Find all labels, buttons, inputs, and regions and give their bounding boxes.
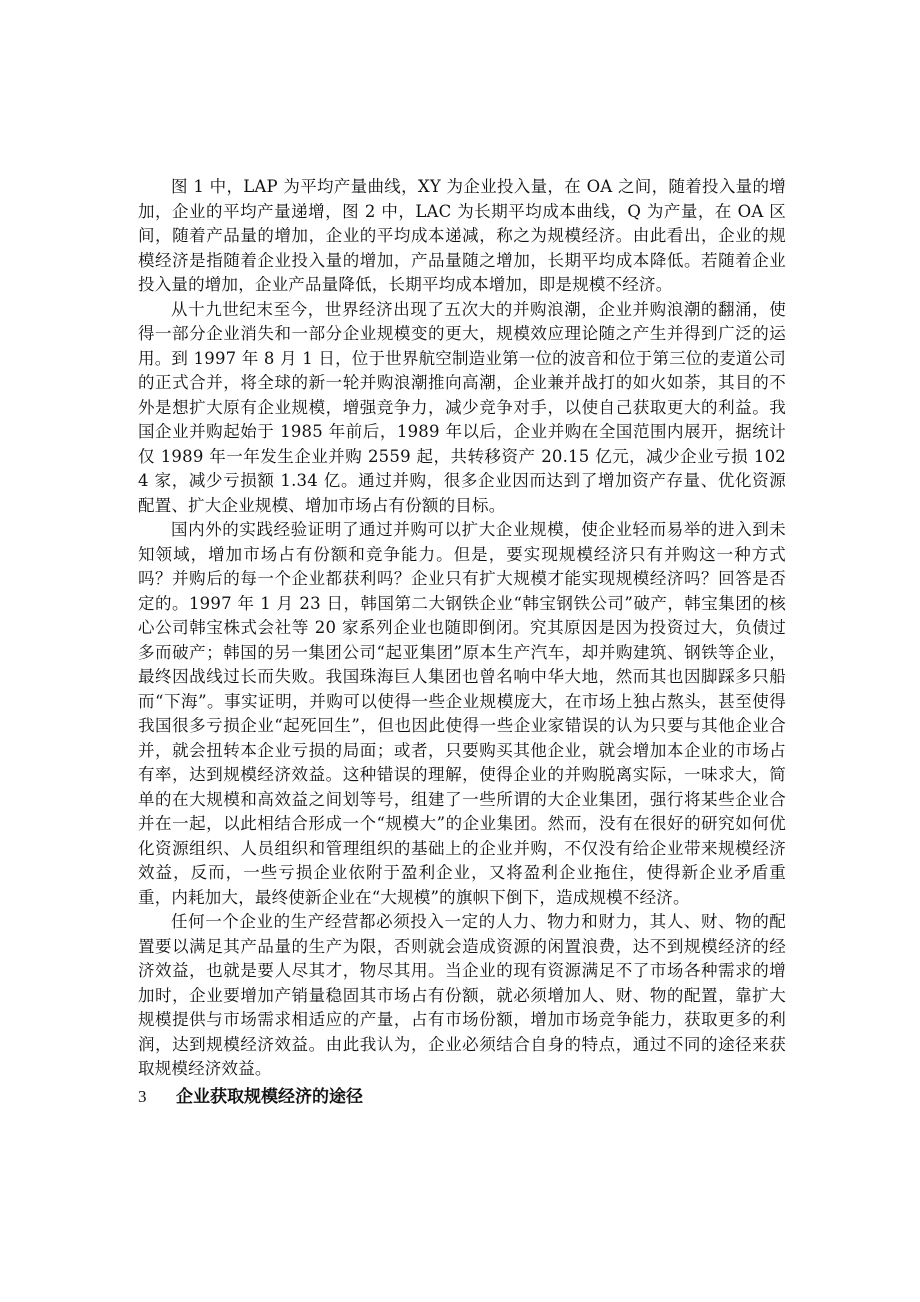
section-title: 企业获取规模经济的途径 — [176, 1086, 363, 1107]
paragraph-merger-waves: 从十九世纪末至今，世界经济出现了五次大的并购浪潮，企业并购浪潮的翻涌，使得一部分企业消失和一部分企业规模变的更大，规模效应理论随之产生并得到广泛的运用。到 1997 年 8 月 1 日，位于世界航空制造业第一位的波音和位于第三位的麦道公司的正式合并，将全球的新一轮并购浪潮推向高潮，企业兼并战打的如火如荼，其目的不外是想扩大原有企业规模，增强竞争力，减少竞争对手，以使自己获取更大的利益。我国企业并购起始于 1985 年前后，1989 年以后，企业并购在全国范围内展开，据统计仅 1989 年一年发生企业并购 2559 起，共转移资产 20.15 亿元，减少企业亏损 1024 家，减少亏损额 1.34 亿。通过并购，很多企业因而达到了增加资产存量、优化资源配置、扩大企业规模、增加市场占有份额的目标。 — [138, 299, 786, 515]
paragraph-scale-economy-definition: 图 1 中，LAP 为平均产量曲线，XY 为企业投入量，在 OA 之间，随着投入量的增加，企业的平均产量递增，图 2 中，LAC 为长期平均成本曲线，Q 为产量，在 OA 区间，随着产品量的增加，企业的平均成本递减，称之为规模经济。由此看出，企业的规模经济是指随着企业投入量的增加，产品量随之增加，长期平均成本降低。若随着企业投入量的增加，企业产品量降低，长期平均成本增加，即是规模不经济。 — [138, 177, 786, 294]
section-heading — [138, 1084, 786, 1110]
paragraph-resource-allocation: 任何一个企业的生产经营都必须投入一定的人力、物力和财力，其人、财、物的配置要以满足其产品量的生产为限，否则就会造成资源的闲置浪费，达不到规模经济的经济效益，也就是要人尽其才，物尽其用。当企业的现有资源满足不了市场各种需求的增加时，企业要增加产销量稳固其市场占有份额，就必须增加人、财、物的配置，靠扩大规模提供与市场需求相适应的产量，占有市场份额，增加市场竞争能力，获取更多的利润，达到规模经济效益。由此我认为，企业必须结合自身的特点，通过不同的途径来获取规模经济效益。 — [138, 912, 786, 1078]
section-number: 3 — [138, 1086, 147, 1106]
paragraph-merger-failures: 国内外的实践经验证明了通过并购可以扩大企业规模，使企业轻而易举的进入到未知领域，增加市场占有份额和竞争能力。但是，要实现规模经济只有并购这一种方式吗？并购后的每一个企业都获利吗？企业只有扩大规模才能实现规模经济吗？回答是否定的。1997 年 1 月 23 日，韩国第二大钢铁企业“韩宝钢铁公司”破产，韩宝集团的核心公司韩宝株式会社等 20 家系列企业也随即倒闭。究其原因是因为投资过大，负债过多而破产；韩国的另一集团公司“起亚集团”原本生产汽车，却并购建筑、钢铁等企业，最终因战线过长而失败。我国珠海巨人集团也曾名响中华大地，然而其也因脚踩多只船而“下海”。事实证明，并购可以使得一些企业规模庞大，在市场上独占熬头，甚至使得我国很多亏损企业“起死回生”，但也因此使得一些企业家错误的认为只要与其他企业合并，就会扭转本企业亏损的局面；或者，只要购买其他企业，就会增加本企业的市场占有率，达到规模经济效益。这种错误的理解，使得企业的并购脱离实际，一味求大，简单的在大规模和高效益之间划等号，组建了一些所谓的大企业集团，强行将某些企业合并在一起，以此相结合形成一个“规模大”的企业集团。然而，没有在很好的研究如何优化资源组织、人员组织和管理组织的基础上的企业并购，不仅没有给企业带来规模经济效益，反而，一些亏损企业依附于盈利企业，又将盈利企业拖住，使得新企业矛盾重重，内耗加大，最终使新企业在“大规模”的旗帜下倒下，造成规模不经济。 — [138, 520, 786, 907]
document-body — [138, 175, 786, 1110]
